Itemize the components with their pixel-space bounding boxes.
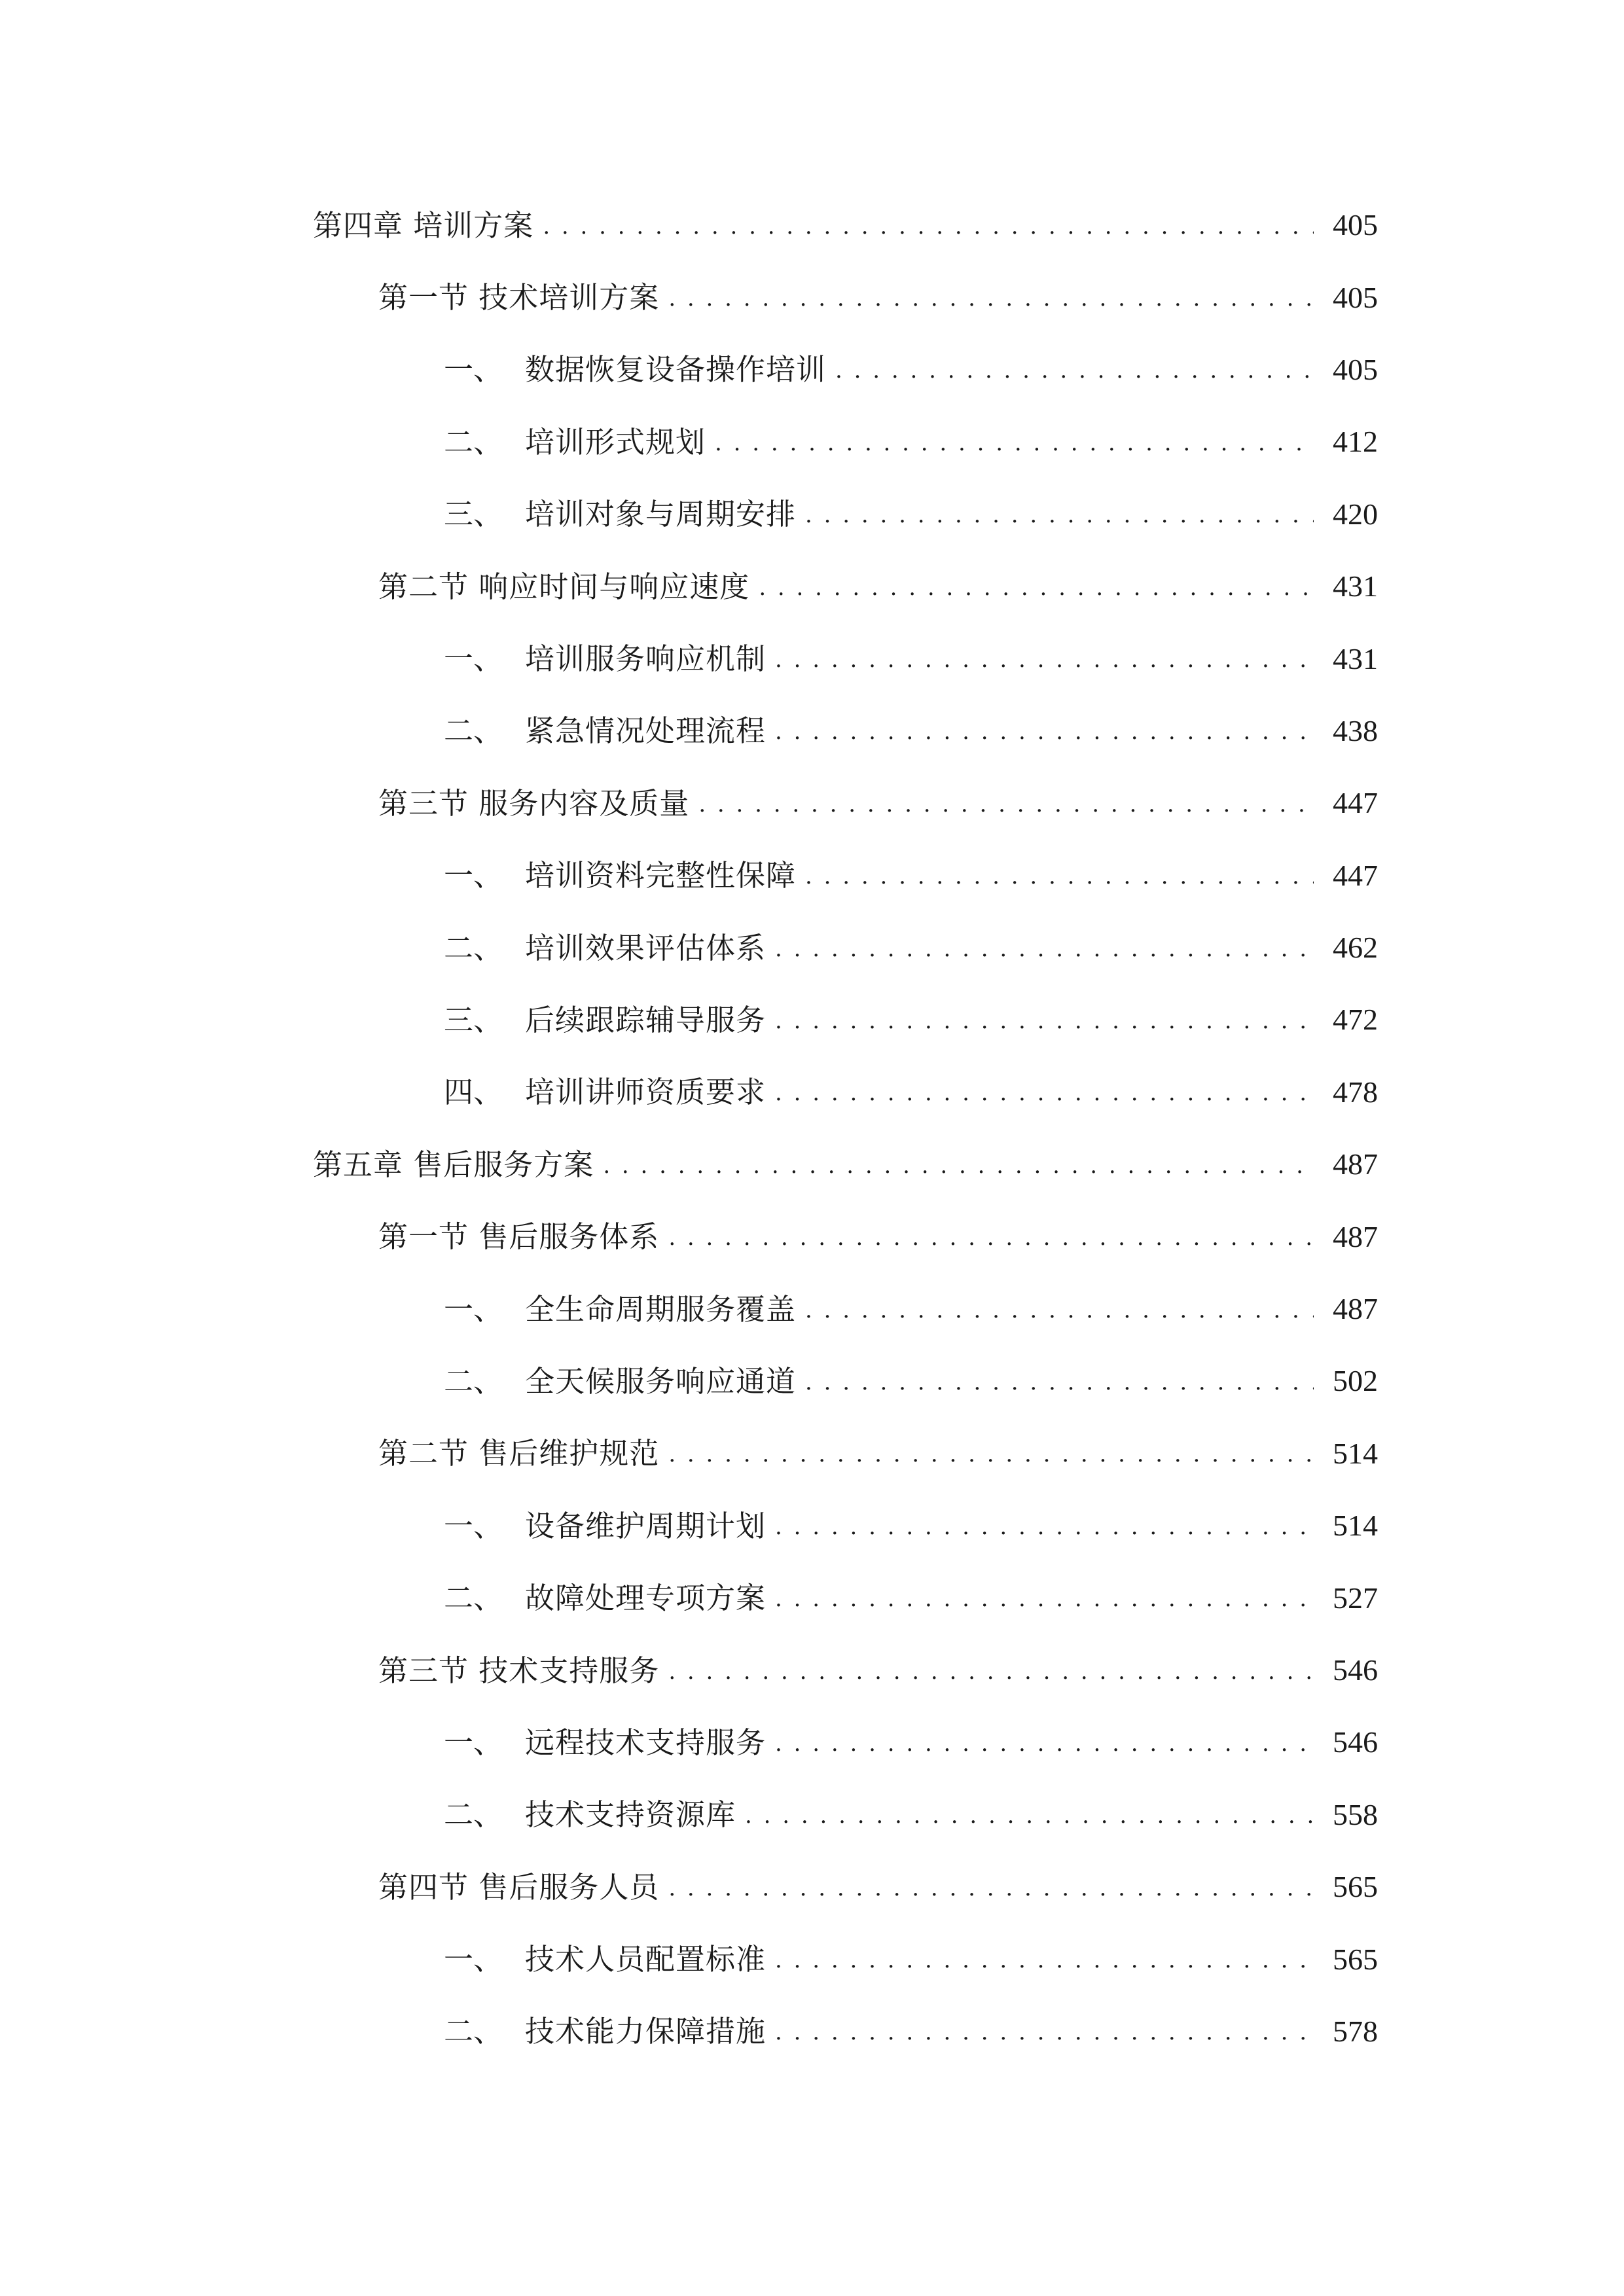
toc-entry-title: 第三节 服务内容及质量 [378,785,690,821]
toc-entry-marker: 四、 [444,1075,503,1110]
toc-entry-section[interactable] [0,550,1624,622]
toc-entry-marker: 二、 [444,424,503,459]
toc-entry-marker: 一、 [444,858,503,893]
toc-entry-title: 设备维护周期计划 [525,1508,767,1543]
toc-entry-title: 故障处理专项方案 [525,1581,767,1616]
toc-dot-leader [805,861,1314,890]
toc-dot-leader [775,933,1314,963]
toc-entry-section[interactable] [0,1418,1624,1490]
toc-entry-title: 培训资料完整性保障 [525,858,797,893]
toc-entry-title: 技术能力保障措施 [525,2014,767,2049]
table-of-contents [0,189,1624,2068]
toc-dot-leader [805,1367,1314,1396]
toc-entry-title: 培训效果评估体系 [525,930,767,965]
toc-entry-title: 第二节 响应时间与响应速度 [378,569,750,604]
toc-dot-leader [835,355,1314,384]
toc-dot-leader [668,1222,1314,1251]
toc-dot-leader [775,1583,1314,1613]
toc-dot-leader [715,427,1314,457]
toc-dot-leader [775,2017,1314,2046]
toc-dot-leader [698,789,1314,818]
toc-entry-marker: 一、 [444,1725,503,1760]
toc-entry-title: 第一节 售后服务体系 [378,1219,660,1255]
toc-entry-marker: 二、 [444,930,503,965]
toc-page-number: 565 [1333,1870,1378,1904]
toc-dot-leader [775,1945,1314,1974]
toc-entry-marker: 二、 [444,713,503,749]
toc-dot-leader [543,211,1314,240]
toc-entry-title: 第四章 培训方案 [313,207,534,243]
toc-page-number: 487 [1333,1147,1378,1181]
toc-entry-title: 第二节 售后维护规范 [378,1436,660,1471]
toc-page-number: 405 [1333,208,1378,242]
toc-page-number: 447 [1333,786,1378,820]
toc-dot-leader [805,1295,1314,1324]
toc-page-number: 431 [1333,569,1378,603]
toc-page-number: 487 [1333,1219,1378,1253]
toc-page-number: 472 [1333,1003,1378,1037]
toc-entry-title: 全天候服务响应通道 [525,1363,797,1399]
toc-entry-title: 培训对象与周期安排 [525,497,797,532]
toc-page-number: 487 [1333,1292,1378,1326]
toc-entry-subsection[interactable] [0,1056,1624,1128]
toc-entry-title: 全生命周期服务覆盖 [525,1291,797,1327]
toc-entry-title: 后续跟踪辅导服务 [525,1002,767,1037]
toc-entry-subsection[interactable] [0,1996,1624,2068]
toc-entry-section[interactable] [0,1851,1624,1923]
toc-entry-section[interactable] [0,261,1624,333]
toc-page-number: 546 [1333,1725,1378,1759]
toc-entry-marker: 三、 [444,1002,503,1037]
toc-page-number: 405 [1333,352,1378,386]
toc-entry-subsection[interactable] [0,1273,1624,1345]
toc-page-number: 514 [1333,1509,1378,1543]
toc-entry-title: 第一节 技术培训方案 [378,280,660,315]
toc-entry-subsection[interactable] [0,695,1624,767]
toc-entry-subsection[interactable] [0,984,1624,1056]
toc-dot-leader [603,1150,1314,1179]
toc-entry-subsection[interactable] [0,912,1624,984]
toc-entry-marker: 一、 [444,1291,503,1327]
toc-entry-title: 远程技术支持服务 [525,1725,767,1760]
toc-page-number: 565 [1333,1942,1378,1976]
toc-entry-subsection[interactable] [0,1779,1624,1851]
toc-page-number: 527 [1333,1581,1378,1615]
toc-entry-subsection[interactable] [0,1490,1624,1562]
toc-entry-title: 培训讲师资质要求 [525,1075,767,1110]
toc-page-number: 578 [1333,2014,1378,2048]
toc-entry-title: 第三节 技术支持服务 [378,1653,660,1688]
toc-entry-section[interactable] [0,1634,1624,1706]
toc-entry-marker: 二、 [444,1581,503,1616]
toc-entry-subsection[interactable] [0,406,1624,478]
toc-entry-title: 紧急情况处理流程 [525,713,767,749]
toc-dot-leader [805,499,1314,529]
toc-page-number: 420 [1333,497,1378,531]
toc-page-number: 431 [1333,641,1378,675]
toc-page-number: 558 [1333,1797,1378,1831]
toc-page-number: 514 [1333,1436,1378,1470]
toc-page-number: 447 [1333,858,1378,892]
toc-entry-subsection[interactable] [0,478,1624,550]
toc-page-number: 462 [1333,931,1378,965]
toc-entry-chapter-4[interactable] [0,189,1624,261]
toc-entry-subsection[interactable] [0,1345,1624,1417]
toc-dot-leader [668,1439,1314,1468]
toc-page-number: 546 [1333,1653,1378,1687]
toc-dot-leader [775,1511,1314,1541]
toc-entry-marker: 二、 [444,1363,503,1399]
toc-page-number: 478 [1333,1075,1378,1109]
toc-entry-section[interactable] [0,767,1624,839]
toc-entry-marker: 一、 [444,352,503,387]
toc-dot-leader [668,283,1314,312]
toc-entry-title: 第五章 售后服务方案 [313,1147,594,1182]
toc-page-number: 438 [1333,713,1378,747]
toc-entry-subsection[interactable] [0,622,1624,694]
toc-entry-subsection[interactable] [0,1923,1624,1995]
toc-entry-title: 技术支持资源库 [525,1797,736,1833]
toc-dot-leader [668,1656,1314,1685]
toc-entry-title: 培训形式规划 [525,424,706,459]
toc-entry-marker: 二、 [444,2014,503,2049]
toc-page-number: 502 [1333,1364,1378,1398]
toc-entry-marker: 三、 [444,497,503,532]
toc-entry-subsection[interactable] [0,1562,1624,1634]
toc-dot-leader [775,1005,1314,1035]
toc-entry-section[interactable] [0,1200,1624,1272]
toc-dot-leader [775,644,1314,673]
toc-entry-title: 技术人员配置标准 [525,1942,767,1977]
toc-entry-title: 培训服务响应机制 [525,641,767,677]
toc-dot-leader [775,1077,1314,1107]
toc-dot-leader [668,1873,1314,1902]
toc-entry-marker: 一、 [444,641,503,677]
toc-dot-leader [745,1800,1314,1829]
toc-entry-subsection[interactable] [0,334,1624,406]
toc-page-number: 412 [1333,425,1378,459]
toc-entry-marker: 二、 [444,1797,503,1833]
toc-page-number: 405 [1333,280,1378,314]
toc-entry-subsection[interactable] [0,840,1624,912]
toc-dot-leader [775,716,1314,745]
toc-entry-chapter-5[interactable] [0,1128,1624,1200]
toc-dot-leader [759,572,1314,601]
toc-entry-subsection[interactable] [0,1706,1624,1778]
toc-entry-title: 第四节 售后服务人员 [378,1869,660,1905]
toc-entry-title: 数据恢复设备操作培训 [525,352,827,387]
toc-dot-leader [775,1728,1314,1757]
toc-entry-marker: 一、 [444,1508,503,1543]
toc-entry-marker: 一、 [444,1942,503,1977]
